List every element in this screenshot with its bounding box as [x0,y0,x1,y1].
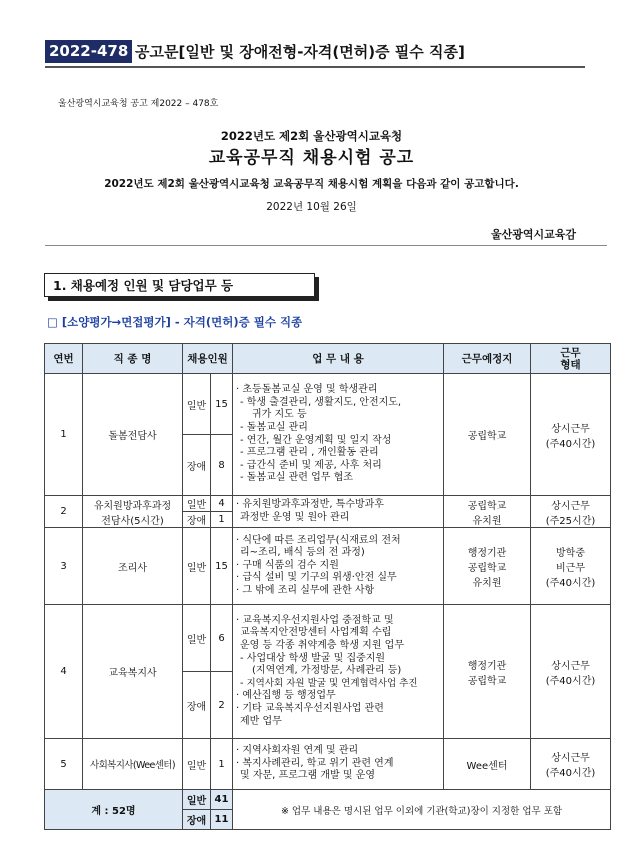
notice-number-tag: 2022-478 [45,40,132,63]
section-title: 1. 채용예정 인원 및 담당업무 등 [44,273,315,297]
hire-count: 1 [211,739,233,790]
total-label: 계 : 52명 [45,790,183,830]
header-no: 연번 [45,344,83,374]
total-note: ※ 업무 내용은 명시된 업무 이외에 기관(학교)장이 지정한 업무 포함 [233,790,611,830]
hire-count: 15 [211,374,233,435]
hire-type: 장애 [183,672,211,739]
table-row [45,739,611,790]
duties: · 지역사회자원 연계 및 관리 · 복지사례관리, 학교 위기 관련 연계 및 자문, 프로그램 개발 및 운영 [233,739,444,790]
row-no: 4 [45,605,83,739]
work-place: 행정기관 공립학교 유치원 [444,528,531,605]
total-disabled-count: 11 [211,810,233,830]
job-name: 조리사 [83,528,183,605]
job-name: 돌봄전담사 [83,374,183,496]
header-duties: 업 무 내 용 [233,344,444,374]
notice-date: 2022년 10월 26일 [266,201,357,213]
work-place: 공립학교 유치원 [444,496,531,528]
hire-count: 1 [211,512,233,528]
header-hires: 채용인원 [183,344,233,374]
issuer: 울산광역시교육감 [490,228,576,241]
duties: · 유치원방과후과정반, 특수방과후 과정반 운영 및 원아 관리 [233,496,444,528]
hire-count: 15 [211,528,233,605]
job-name: 사회복지사(Wee센터) [83,739,183,790]
hire-type: 일반 [183,496,211,512]
table-row [45,605,611,672]
table-row [45,374,611,435]
hire-type: 장애 [183,512,211,528]
total-disabled-label: 장애 [183,810,211,830]
hire-count: 4 [211,496,233,512]
table-header-row [45,344,611,374]
row-no: 1 [45,374,83,496]
recruitment-table [44,343,611,830]
divider [45,245,607,246]
job-name: 유치원방과후과정 전담사(5시간) [83,496,183,528]
work-place: 행정기관 공립학교 [444,605,531,739]
notice-number: 울산광역시교육청 공고 제2022 – 478호 [58,99,219,109]
row-no: 3 [45,528,83,605]
intro-text: 2022년도 제2회 울산광역시교육청 교육공무직 채용시험 계획을 다음과 같이 공고합니다. [104,178,519,190]
work-form: 상시근무 (주40시간) [531,374,611,496]
row-no: 5 [45,739,83,790]
row-no: 2 [45,496,83,528]
hire-type: 장애 [183,435,211,496]
hire-count: 8 [211,435,233,496]
table-row [45,528,611,605]
duties: · 식단에 따른 조리업무(식재료의 전처 리~조리, 배식 등의 전 과정) · 구매 식품의 검수 지원 · 급식 설비 및 기구의 위생·안전 실무 · 그 밖에 조리 실무에 관한 사항 [233,528,444,605]
header-underline [45,66,585,68]
work-form: 상시근무 (주25시간) [531,496,611,528]
hire-count: 6 [211,605,233,672]
total-general-label: 일반 [183,790,211,810]
hire-type: 일반 [183,374,211,435]
header-job: 직 종 명 [83,344,183,374]
work-form: 상시근무 (주40시간) [531,739,611,790]
hire-count: 2 [211,672,233,739]
table-row [45,496,611,512]
subsection-title: □ [소양평가→면접평가] - 자격(면허)증 필수 직종 [47,315,303,329]
work-place: 공립학교 [444,374,531,496]
work-place: Wee센터 [444,739,531,790]
sub-organization-title: 2022년도 제2회 울산광역시교육청 [220,129,403,143]
work-form: 방학중 비근무 (주40시간) [531,528,611,605]
header-place: 근무예정지 [444,344,531,374]
main-title: 교육공무직 채용시험 공고 [208,148,415,168]
job-name: 교육복지사 [83,605,183,739]
duties: · 초등돌봄교실 운영 및 학생관리 - 학생 출결관리, 생활지도, 안전지도, 귀가 지도 등 - 돌봄교실 관리 - 연간, 월간 운영계획 및 일지 작성 - 프로그램 관리 , 개인활동 관리 - 급간식 준비 및 제공, 사후 처리 - 돌봄교실 관련 업무 협조 [233,374,444,496]
work-form: 상시근무 (주40시간) [531,605,611,739]
total-general-count: 41 [211,790,233,810]
hire-type: 일반 [183,605,211,672]
page-header-title: 공고문[일반 및 장애전형-자격(면허)증 필수 직종] [135,43,465,61]
duties: · 교육복지우선지원사업 중점학교 및 교육복지안전망센터 사업계획 수립 운영 등 각종 취약계층 학생 지원 업무 - 사업대상 학생 발굴 및 집중지원 (지역연계, 가정방문, 사례관리 등) - 지역사회 자원 발굴 및 연계협력사업 추진 · 예산집행 등 행정업무 · 기타 교육복지우선지원사업 관련 제반 업무 [233,605,444,739]
total-row [45,790,611,810]
header-form: 근무 형태 [531,344,611,374]
hire-type: 일반 [183,739,211,790]
hire-type: 일반 [183,528,211,605]
